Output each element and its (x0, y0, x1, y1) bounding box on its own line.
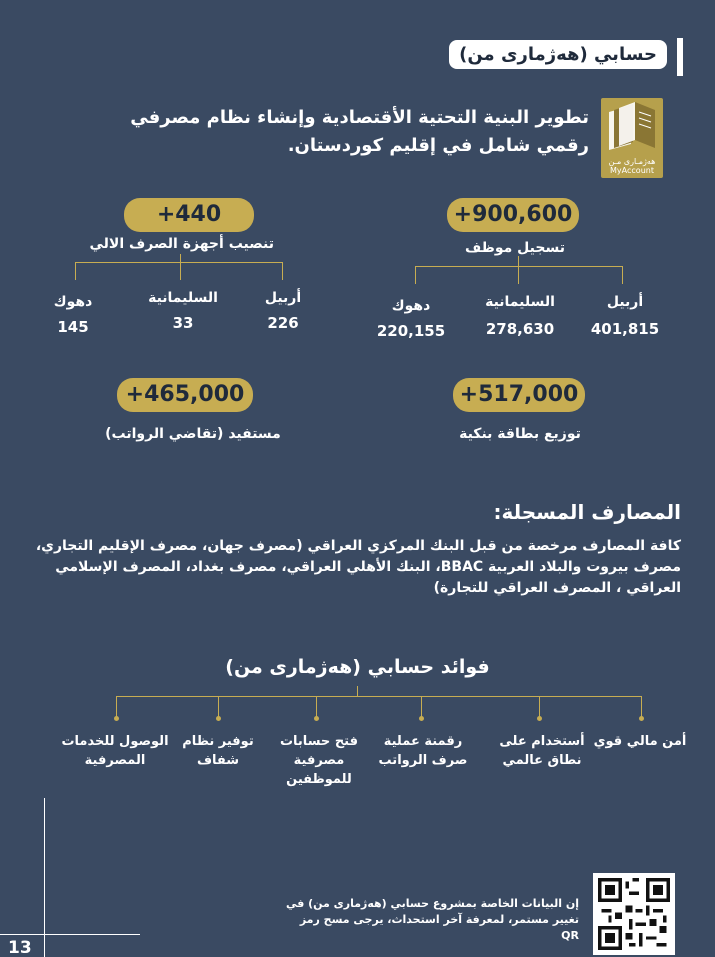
benefits-connector (116, 696, 642, 697)
employees-connector (415, 266, 623, 267)
headline: تطوير البنية التحتية الأقتصادية وإنشاء نظام مصرفي رقمي شامل في إقليم كوردستان. (130, 107, 589, 156)
benefits-tick (539, 696, 540, 718)
benefits-tick (116, 696, 117, 718)
atms-connector (75, 262, 283, 263)
benefits-dot (639, 716, 644, 721)
employees-region-value: 401,815 (590, 320, 660, 338)
benefit-item: توفير نظام شفاف (182, 734, 254, 768)
employees-total-badge: +900,600 (447, 198, 579, 232)
employees-tick (415, 266, 416, 284)
atms-region-name: أربيل (264, 290, 302, 306)
benefits-tick (421, 696, 422, 718)
employees-tick (622, 266, 623, 284)
benefit-item: فتح حسابات مصرفية للموظفين (279, 734, 359, 787)
benefits-connector-stem (357, 686, 358, 696)
benefit-item: رقمنة عملية صرف الرواتب (378, 734, 468, 768)
cards-total-badge: +517,000 (453, 378, 585, 412)
logo-text-kurdish: هەژمـارى مـن (608, 157, 656, 166)
atms-region-value: 33 (172, 314, 194, 332)
beneficiaries-total-badge: +465,000 (117, 378, 253, 412)
employees-connector-stem (518, 256, 519, 266)
myaccount-logo (601, 98, 663, 178)
page-title: حسابي (هەژمارى من) (449, 40, 667, 69)
page-number: 13 (8, 938, 32, 957)
logo-text-english: MyAccount (610, 166, 654, 175)
benefits-title: فوائد حسابي (هەژمارى من) (225, 656, 490, 678)
employees-region-name: أربيل (606, 294, 644, 310)
cards-caption: توزيع بطاقة بنكية (459, 426, 581, 442)
banks-title: المصارف المسجلة: (493, 500, 681, 524)
employees-caption: تسجيل موظف (465, 240, 565, 256)
atms-region-name: دهوك (53, 294, 93, 310)
employees-region-name: دهوك (391, 298, 431, 314)
employees-tick (518, 266, 519, 284)
footer-divider-horizontal (0, 934, 140, 935)
atms-tick (180, 262, 181, 280)
atms-caption: تنصيب أجهزة الصرف الالي (89, 236, 274, 252)
benefits-tick (218, 696, 219, 718)
footer-note: إن البيانات الخاصة بمشروع حسابي (هەژمارى من) في تغيير مستمر، لمعرفة آخر استحداث، يرجى مسح رمز QR (285, 897, 579, 942)
atms-tick (282, 262, 283, 280)
benefits-dot (216, 716, 221, 721)
book-icon (601, 98, 663, 154)
atms-region-name: السليمانية (148, 290, 218, 306)
banks-text: كافة المصارف مرخصة من قبل البنك المركزي العراقي (مصرف جهان، مصرف الإقليم التجاري، مصرف بيروت والبلاد العربية BBAC، البنك الأهلي العراقي، مصرف بغداد، المصرف الإسلامي العراقي ، المصرف العراقي للتجارة) (35, 538, 681, 596)
benefits-dot (114, 716, 119, 721)
atms-region-value: 145 (57, 318, 89, 336)
employees-region-name: السليمانية (485, 294, 555, 310)
employees-region-value: 278,630 (485, 320, 555, 338)
beneficiaries-caption: مستفيد (تقاضي الرواتب) (105, 426, 281, 442)
benefits-tick (641, 696, 642, 718)
benefit-item: الوصول للخدمات المصرفية (61, 734, 169, 768)
benefit-item: أمن مالي قوي (593, 734, 687, 749)
atms-region-value: 226 (267, 314, 299, 332)
qr-code-icon[interactable] (593, 873, 675, 955)
atms-connector-stem (180, 254, 181, 262)
atms-tick (75, 262, 76, 280)
benefits-dot (419, 716, 424, 721)
benefits-tick (316, 696, 317, 718)
benefits-dot (537, 716, 542, 721)
benefits-dot (314, 716, 319, 721)
benefit-item: أستخدام على نطاق عالمي (499, 734, 585, 768)
employees-region-value: 220,155 (376, 322, 446, 340)
title-accent-bar (677, 38, 683, 76)
atms-total-badge: +440 (124, 198, 254, 232)
